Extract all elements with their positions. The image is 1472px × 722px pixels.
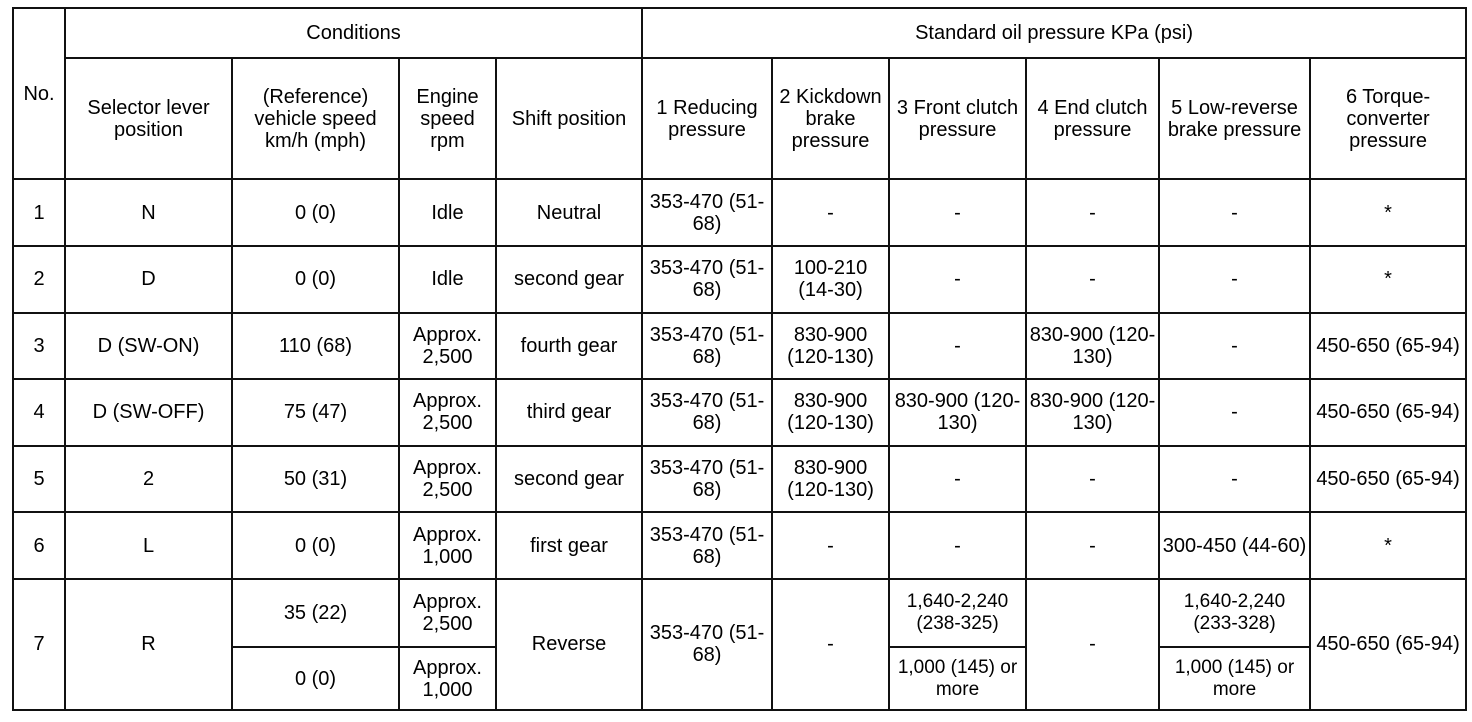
end-clutch-cell: 830-900 (120-130): [1026, 313, 1159, 380]
reducing-pressure-cell: 353-470 (51-68): [642, 512, 772, 579]
front-clutch-cell: -: [889, 179, 1026, 246]
oil-pressure-table: [12, 7, 1467, 711]
engine-cell: Approx. 1,000: [399, 512, 496, 579]
table-row: [13, 379, 1466, 446]
kickdown-brake-cell: 100-210 (14-30): [772, 246, 889, 313]
kickdown-brake-cell: -: [772, 512, 889, 579]
kickdown-brake-cell: -: [772, 179, 889, 246]
row-number: 1: [13, 179, 65, 246]
table-row: [13, 446, 1466, 513]
header-front-clutch-pressure: 3 Front clutch pressure: [889, 58, 1026, 179]
row-number: 2: [13, 246, 65, 313]
table-row: [13, 512, 1466, 579]
speed-cell: 0 (0): [232, 179, 399, 246]
header-conditions: Conditions: [65, 8, 642, 58]
reducing-pressure-cell: 353-470 (51-68): [642, 579, 772, 710]
header-standard-oil-pressure: Standard oil pressure KPa (psi): [642, 8, 1466, 58]
shift-cell: first gear: [496, 512, 642, 579]
low-reverse-brake-cell: 1,640-2,240 (233-328): [1159, 579, 1310, 648]
engine-cell: Approx. 1,000: [399, 647, 496, 710]
table-row-reverse-a: [13, 579, 1466, 648]
front-clutch-cell: 1,640-2,240 (238-325): [889, 579, 1026, 648]
row-number: 3: [13, 313, 65, 380]
header-low-reverse-brake-pressure: 5 Low-reverse brake pressure: [1159, 58, 1310, 179]
front-clutch-cell: -: [889, 246, 1026, 313]
shift-cell: third gear: [496, 379, 642, 446]
speed-cell: 35 (22): [232, 579, 399, 648]
speed-cell: 50 (31): [232, 446, 399, 513]
engine-cell: Idle: [399, 246, 496, 313]
engine-cell: Approx. 2,500: [399, 313, 496, 380]
kickdown-brake-cell: -: [772, 579, 889, 710]
torque-converter-cell: *: [1310, 246, 1466, 313]
torque-converter-cell: 450-650 (65-94): [1310, 379, 1466, 446]
header-row-groups: [13, 8, 1466, 58]
speed-cell: 0 (0): [232, 647, 399, 710]
shift-cell: second gear: [496, 446, 642, 513]
selector-cell: L: [65, 512, 232, 579]
engine-cell: Idle: [399, 179, 496, 246]
selector-cell: D (SW-OFF): [65, 379, 232, 446]
speed-cell: 0 (0): [232, 246, 399, 313]
header-end-clutch-pressure: 4 End clutch pressure: [1026, 58, 1159, 179]
end-clutch-cell: 830-900 (120-130): [1026, 379, 1159, 446]
table-row: [13, 246, 1466, 313]
torque-converter-cell: *: [1310, 512, 1466, 579]
header-no: No.: [13, 8, 65, 179]
end-clutch-cell: -: [1026, 579, 1159, 710]
shift-cell: Reverse: [496, 579, 642, 710]
front-clutch-cell: -: [889, 446, 1026, 513]
torque-converter-cell: 450-650 (65-94): [1310, 313, 1466, 380]
kickdown-brake-cell: 830-900 (120-130): [772, 313, 889, 380]
front-clutch-cell: -: [889, 512, 1026, 579]
low-reverse-brake-cell: -: [1159, 446, 1310, 513]
speed-cell: 110 (68): [232, 313, 399, 380]
speed-cell: 0 (0): [232, 512, 399, 579]
shift-cell: fourth gear: [496, 313, 642, 380]
engine-cell: Approx. 2,500: [399, 379, 496, 446]
end-clutch-cell: -: [1026, 246, 1159, 313]
front-clutch-cell: 1,000 (145) or more: [889, 647, 1026, 710]
low-reverse-brake-cell: -: [1159, 313, 1310, 380]
table-row: [13, 313, 1466, 380]
header-selector-lever: Selector lever position: [65, 58, 232, 179]
reducing-pressure-cell: 353-470 (51-68): [642, 179, 772, 246]
row-number: 5: [13, 446, 65, 513]
low-reverse-brake-cell: 1,000 (145) or more: [1159, 647, 1310, 710]
selector-cell: R: [65, 579, 232, 710]
front-clutch-cell: -: [889, 313, 1026, 380]
low-reverse-brake-cell: -: [1159, 379, 1310, 446]
reducing-pressure-cell: 353-470 (51-68): [642, 246, 772, 313]
end-clutch-cell: -: [1026, 446, 1159, 513]
speed-cell: 75 (47): [232, 379, 399, 446]
selector-cell: D: [65, 246, 232, 313]
kickdown-brake-cell: 830-900 (120-130): [772, 446, 889, 513]
torque-converter-cell: *: [1310, 179, 1466, 246]
row-number: 4: [13, 379, 65, 446]
end-clutch-cell: -: [1026, 179, 1159, 246]
shift-cell: second gear: [496, 246, 642, 313]
shift-cell: Neutral: [496, 179, 642, 246]
front-clutch-cell: 830-900 (120-130): [889, 379, 1026, 446]
selector-cell: 2: [65, 446, 232, 513]
reducing-pressure-cell: 353-470 (51-68): [642, 313, 772, 380]
kickdown-brake-cell: 830-900 (120-130): [772, 379, 889, 446]
end-clutch-cell: -: [1026, 512, 1159, 579]
reducing-pressure-cell: 353-470 (51-68): [642, 379, 772, 446]
header-row-columns: [13, 58, 1466, 179]
selector-cell: D (SW-ON): [65, 313, 232, 380]
header-engine-speed: Engine speed rpm: [399, 58, 496, 179]
header-torque-converter-pressure: 6 Torque- converter pressure: [1310, 58, 1466, 179]
header-shift-position: Shift position: [496, 58, 642, 179]
row-number: 7: [13, 579, 65, 710]
header-vehicle-speed: (Reference) vehicle speed km/h (mph): [232, 58, 399, 179]
low-reverse-brake-cell: 300-450 (44-60): [1159, 512, 1310, 579]
header-kickdown-brake-pressure: 2 Kickdown brake pressure: [772, 58, 889, 179]
reducing-pressure-cell: 353-470 (51-68): [642, 446, 772, 513]
table-row: [13, 179, 1466, 246]
torque-converter-cell: 450-650 (65-94): [1310, 446, 1466, 513]
torque-converter-cell: 450-650 (65-94): [1310, 579, 1466, 710]
engine-cell: Approx. 2,500: [399, 579, 496, 648]
header-reducing-pressure: 1 Reducing pressure: [642, 58, 772, 179]
low-reverse-brake-cell: -: [1159, 246, 1310, 313]
engine-cell: Approx. 2,500: [399, 446, 496, 513]
low-reverse-brake-cell: -: [1159, 179, 1310, 246]
selector-cell: N: [65, 179, 232, 246]
row-number: 6: [13, 512, 65, 579]
